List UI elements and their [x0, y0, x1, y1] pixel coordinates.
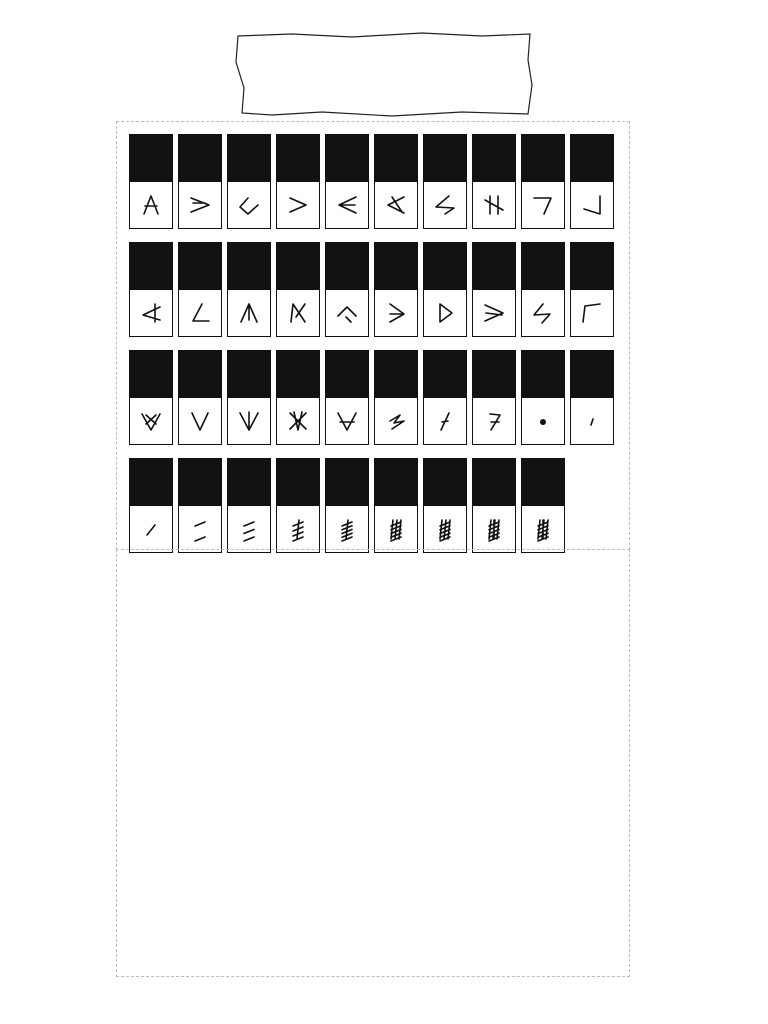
cipher-character — [326, 135, 368, 182]
comma-rune-icon — [574, 403, 610, 439]
cipher-glyph — [130, 506, 172, 552]
cipher-glyph — [179, 398, 221, 444]
p-rune-icon — [378, 295, 414, 331]
cipher-character — [277, 135, 319, 182]
m-rune-icon — [231, 295, 267, 331]
cipher-character — [130, 243, 172, 290]
two-rune-icon — [182, 511, 218, 547]
cipher-character — [522, 459, 564, 506]
cipher-card — [325, 134, 369, 229]
cipher-character — [571, 351, 613, 398]
one-rune-icon — [133, 511, 169, 547]
five-rune-icon — [329, 511, 365, 547]
cipher-card — [178, 458, 222, 553]
cipher-glyph — [179, 506, 221, 552]
cipher-card — [178, 134, 222, 229]
cipher-card — [178, 350, 222, 445]
k-rune-icon — [133, 295, 169, 331]
cipher-character — [522, 243, 564, 290]
cipher-card — [521, 134, 565, 229]
cipher-character — [571, 243, 613, 290]
cipher-glyph — [571, 398, 613, 444]
cipher-character — [228, 351, 270, 398]
cipher-glyph — [277, 506, 319, 552]
cipher-card — [276, 458, 320, 553]
cipher-character — [326, 351, 368, 398]
cipher-card — [325, 242, 369, 337]
cipher-glyph — [277, 182, 319, 228]
cipher-character — [130, 351, 172, 398]
cipher-character — [179, 243, 221, 290]
cipher-glyph — [228, 398, 270, 444]
cipher-glyph — [179, 290, 221, 336]
seven-rune-icon — [427, 511, 463, 547]
cipher-card — [374, 350, 418, 445]
cipher-glyph — [473, 290, 515, 336]
cipher-character — [571, 135, 613, 182]
cipher-glyph — [130, 398, 172, 444]
cipher-character — [277, 351, 319, 398]
cipher-character — [375, 459, 417, 506]
title-banner — [232, 30, 536, 120]
cipher-sheet-bottom — [116, 549, 630, 977]
three-rune-icon — [231, 511, 267, 547]
cipher-character — [375, 135, 417, 182]
cipher-card — [227, 458, 271, 553]
cipher-grid — [129, 134, 614, 553]
cipher-card — [129, 242, 173, 337]
n-rune-icon — [280, 295, 316, 331]
cipher-card — [570, 134, 614, 229]
cipher-character — [473, 135, 515, 182]
y-rune-icon — [329, 403, 365, 439]
b-rune-icon — [182, 187, 218, 223]
cipher-glyph — [424, 182, 466, 228]
cipher-glyph — [326, 290, 368, 336]
cipher-glyph — [228, 506, 270, 552]
cipher-character — [424, 135, 466, 182]
j-rune-icon — [574, 187, 610, 223]
a-rune-icon — [133, 187, 169, 223]
h-rune-icon — [476, 187, 512, 223]
cipher-card — [472, 242, 516, 337]
cipher-character — [228, 243, 270, 290]
cipher-glyph — [522, 398, 564, 444]
cipher-card — [521, 242, 565, 337]
f-rune-icon — [378, 187, 414, 223]
r-rune-icon — [476, 295, 512, 331]
cipher-character — [473, 459, 515, 506]
cipher-glyph — [571, 290, 613, 336]
cipher-card — [276, 350, 320, 445]
cipher-character — [522, 351, 564, 398]
cipher-card — [423, 134, 467, 229]
nine-rune-icon — [525, 511, 561, 547]
period-rune-icon — [525, 403, 561, 439]
w-rune-icon — [231, 403, 267, 439]
cipher-character — [473, 351, 515, 398]
eight-rune-icon — [476, 511, 512, 547]
cipher-glyph — [522, 290, 564, 336]
s-rune-icon — [525, 295, 561, 331]
cipher-sheet-top — [116, 121, 630, 550]
cipher-character — [179, 459, 221, 506]
cipher-card — [521, 350, 565, 445]
cipher-card — [374, 242, 418, 337]
cipher-card — [570, 350, 614, 445]
cipher-glyph — [375, 398, 417, 444]
t-rune-icon — [574, 295, 610, 331]
d-rune-icon — [280, 187, 316, 223]
cipher-character — [179, 351, 221, 398]
cipher-glyph — [130, 290, 172, 336]
exclamation-rune-icon — [427, 403, 463, 439]
u-rune-icon — [133, 403, 169, 439]
cipher-character — [277, 459, 319, 506]
cipher-glyph — [522, 182, 564, 228]
cipher-character — [375, 351, 417, 398]
cipher-glyph — [424, 506, 466, 552]
cipher-card — [521, 458, 565, 553]
cipher-glyph — [326, 398, 368, 444]
cipher-character — [228, 135, 270, 182]
cipher-card — [325, 350, 369, 445]
cipher-character — [375, 243, 417, 290]
cipher-glyph — [277, 398, 319, 444]
cipher-card — [129, 134, 173, 229]
i-rune-icon — [525, 187, 561, 223]
cipher-character — [424, 459, 466, 506]
question-rune-icon — [476, 403, 512, 439]
cipher-glyph — [473, 182, 515, 228]
cipher-character — [179, 135, 221, 182]
cipher-card — [129, 458, 173, 553]
cipher-card — [129, 350, 173, 445]
cipher-card — [472, 350, 516, 445]
cipher-character — [326, 243, 368, 290]
cipher-card — [227, 242, 271, 337]
cipher-glyph — [375, 506, 417, 552]
six-rune-icon — [378, 511, 414, 547]
cipher-card — [374, 134, 418, 229]
cipher-glyph — [473, 506, 515, 552]
cipher-glyph — [179, 182, 221, 228]
cipher-character — [424, 243, 466, 290]
e-rune-icon — [329, 187, 365, 223]
q-rune-icon — [427, 295, 463, 331]
torn-paper-frame-icon — [232, 30, 536, 120]
cipher-character — [228, 459, 270, 506]
cipher-card — [472, 458, 516, 553]
cipher-card — [325, 458, 369, 553]
cipher-glyph — [375, 290, 417, 336]
four-rune-icon — [280, 511, 316, 547]
z-rune-icon — [378, 403, 414, 439]
cipher-card — [423, 242, 467, 337]
cipher-glyph — [228, 290, 270, 336]
cipher-card — [178, 242, 222, 337]
cipher-glyph — [522, 506, 564, 552]
cipher-character — [522, 135, 564, 182]
l-rune-icon — [182, 295, 218, 331]
cipher-glyph — [326, 182, 368, 228]
cipher-card — [227, 134, 271, 229]
cipher-card — [227, 350, 271, 445]
c-rune-icon — [231, 187, 267, 223]
cipher-glyph — [326, 506, 368, 552]
cipher-card — [472, 134, 516, 229]
cipher-character — [277, 243, 319, 290]
cipher-character — [473, 243, 515, 290]
cipher-glyph — [424, 290, 466, 336]
v-rune-icon — [182, 403, 218, 439]
cipher-card — [423, 458, 467, 553]
cipher-card — [276, 242, 320, 337]
o-rune-icon — [329, 295, 365, 331]
cipher-glyph — [375, 182, 417, 228]
cipher-glyph — [473, 398, 515, 444]
cipher-glyph — [424, 398, 466, 444]
cipher-card — [570, 242, 614, 337]
cipher-glyph — [571, 182, 613, 228]
cipher-card — [276, 134, 320, 229]
cipher-character — [326, 459, 368, 506]
cipher-character — [130, 459, 172, 506]
cipher-character — [424, 351, 466, 398]
cipher-glyph — [130, 182, 172, 228]
cipher-glyph — [228, 182, 270, 228]
cipher-character — [130, 135, 172, 182]
cipher-card — [374, 458, 418, 553]
x-rune-icon — [280, 403, 316, 439]
cipher-glyph — [277, 290, 319, 336]
g-rune-icon — [427, 187, 463, 223]
cipher-card — [423, 350, 467, 445]
